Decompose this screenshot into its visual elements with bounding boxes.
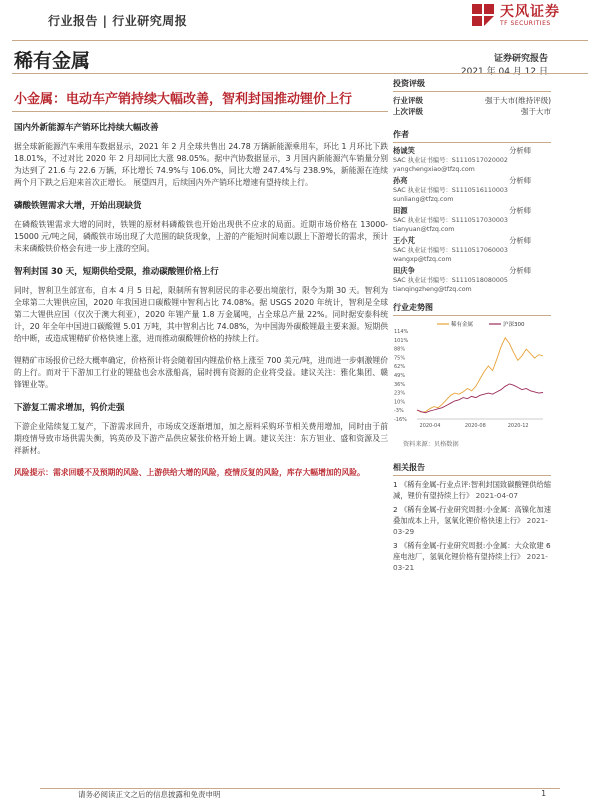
author-role: 分析师 <box>509 236 531 245</box>
y-tick-label: -16% <box>394 417 407 423</box>
section-body: 同时，智利卫生部宣布，自本 4 月 5 日起，限制所有智利居民的非必要出境旅行，限令为期 30 天。智利为全球第二大锂供应国，2020 年我国进口碳酸锂中智利占比 74.08%。据 USGS 2020 年统计，智利是全球第二大锂供应国（仅次于澳大利亚），2020 年锂产量 1.8 万金属吨，占全球总产量 22%。同时据安泰科统计，20 年全年中国进口碳酸锂 5.01 万吨，其中智利占比 74.08%，为中国海外碳酸锂最主要来源。短期供给中断，或造成锂精矿价格快速上涨，进而推动碳酸锂价格的持续上行。 <box>14 286 388 343</box>
series-line <box>417 338 543 412</box>
x-tick-label: 2020-04 <box>419 423 441 429</box>
trend-chart <box>393 319 551 437</box>
footer-disclaimer: 请务必阅读正文之后的信息披露和免责申明 <box>78 790 221 799</box>
related-report-title[interactable]: 3 《稀有金属-行业研究周报:小金属：大众欲建 6 座电池厂，氢氧化锂价格有望持续上行》 <box>393 541 551 561</box>
report-date: 2021 年 04 月 12 日 <box>460 67 548 77</box>
section-body: 锂精矿市场报价已经大概率确定，价格预计将会随着国内锂盐价格上涨至 700 美元/吨，进而进一步刺激锂价的上行。而对于下游加工行业的锂盐也会水涨船高，届时拥有资源的企业将受益。建议关注：雅化集团、赣锋锂业等。 <box>14 356 388 389</box>
headline-divider <box>12 111 388 112</box>
related-title: 相关报告 <box>393 463 425 472</box>
section-title: 磷酸铁锂需求大增，开始出现缺货 <box>14 201 142 211</box>
rating-row <box>393 95 551 106</box>
author-row <box>393 176 551 186</box>
sector-title: 稀有金属 <box>14 50 91 72</box>
author-entry <box>393 176 551 204</box>
prev-rating-value: 强于大市 <box>521 107 551 116</box>
author-email[interactable]: yangchengxiao@tfzq.com <box>393 166 475 173</box>
report-kind: 证券研究报告 <box>493 54 548 64</box>
section-body: 下游企业陆续复工复产，下游需求回升，市场成交逐渐增加，加之原料采购环节相关费用增加，同时由于前期疫情导致市场供需失衡，钨英砂及下游产品供应紧张价格开始上调。建议关注：东方钽业、盛和资源及三祥新材。 <box>14 422 388 455</box>
author-row <box>393 206 551 216</box>
sidebar-divider <box>393 91 551 92</box>
section-title: 国内外新能源车产销环比持续大幅改善 <box>14 123 159 133</box>
related-report-item[interactable] <box>393 479 551 501</box>
y-tick-label: 10% <box>394 399 406 406</box>
rating-value: 强于大市(维持评级) <box>485 96 551 105</box>
main-content <box>14 121 388 479</box>
legend-label: 沪深300 <box>503 322 525 328</box>
author-name: 王小芃 <box>393 236 415 245</box>
trend-chart-svg <box>393 319 551 437</box>
author-row <box>393 146 551 156</box>
author-entry <box>393 206 551 234</box>
section-title: 智利封国 30 天，短期供给受限，推动碳酸锂价格上行 <box>14 267 219 277</box>
y-tick-label: 23% <box>394 390 406 397</box>
header-divider <box>12 40 588 41</box>
author-role: 分析师 <box>509 266 531 275</box>
related-report-item[interactable] <box>393 540 551 573</box>
y-tick-label: -3% <box>394 408 404 415</box>
sidebar-divider <box>393 315 551 316</box>
related-report-date: 2021-04-07 <box>475 491 518 500</box>
report-type: 行业报告 | 行业研究周报 <box>48 14 188 28</box>
related-report-date: 2021-03-21 <box>393 552 548 572</box>
author-email[interactable]: wangxp@tfzq.com <box>393 256 452 263</box>
author-entry <box>393 236 551 264</box>
logo-en-text: TF SECURITIES <box>500 19 551 27</box>
author-entry <box>393 266 551 294</box>
author-entry <box>393 146 551 174</box>
headline: 小金属：电动车产销持续大幅改善，智利封国推动锂价上行 <box>14 92 353 107</box>
prev-rating-label: 上次评级 <box>393 107 423 116</box>
author-name: 孙亮 <box>393 176 408 185</box>
logo-cn-text: 天风证券 <box>500 3 560 20</box>
chart-source: 资料来源：贝格数据 <box>403 441 459 448</box>
y-tick-label: 88% <box>394 346 406 353</box>
y-tick-label: 36% <box>394 381 406 388</box>
author-email[interactable]: tianyuan@tfzq.com <box>393 226 455 233</box>
x-tick-label: 2020-08 <box>464 423 486 429</box>
author-sac: SAC 执业证书编号：S1110518080005 <box>393 277 508 284</box>
author-email[interactable]: sunliang@tfzq.com <box>393 196 454 203</box>
tf-logo-icon <box>470 2 496 28</box>
section-body: 在磷酸铁锂需求大增的同时，铁锂的原材料磷酸铁也开始出现供不应求的局面。近期市场价格在 13000-15000 元/吨之间，磷酸铁市场出现了大范围的缺货现象，上游的产能短时间难以跟上下游增长的需求，预计未来磷酸铁价格会有进一步上涨的空间。 <box>14 220 388 253</box>
author-role: 分析师 <box>509 176 531 185</box>
y-tick-label: 114% <box>394 329 409 335</box>
y-tick-label: 62% <box>394 364 406 371</box>
author-sac: SAC 执业证书编号：S1110517030003 <box>393 217 508 224</box>
author-sac: SAC 执业证书编号：S1110517020002 <box>393 157 508 164</box>
author-sac: SAC 执业证书编号：S1110516110003 <box>393 187 508 194</box>
page-number: 1 <box>541 789 546 798</box>
author-role: 分析师 <box>509 206 531 215</box>
author-name: 杨诚笑 <box>393 146 415 155</box>
legend-label: 稀有金属 <box>451 322 474 328</box>
sidebar <box>393 78 551 576</box>
related-report-date: 2021-03-29 <box>393 516 548 536</box>
authors-title: 作者 <box>393 130 409 139</box>
trend-title: 行业走势图 <box>393 303 433 312</box>
related-report-item[interactable] <box>393 504 551 537</box>
company-logo <box>470 2 560 28</box>
related-report-title[interactable]: 2 《稀有金属-行业研究周报:小金属：高镍化加速叠加成本上升，氢氧化锂价格快速上行》 <box>393 505 551 525</box>
x-tick-label: 2020-12 <box>507 423 529 429</box>
y-tick-label: 101% <box>394 337 409 344</box>
author-email[interactable]: tianqingzheng@tfzq.com <box>393 286 472 293</box>
author-name: 田庆争 <box>393 266 415 275</box>
author-row <box>393 236 551 246</box>
sidebar-divider <box>393 142 551 143</box>
related-report-title[interactable]: 1 《稀有金属-行业点评:智利封国致碳酸锂供给缩减，锂价有望持续上行》 <box>393 480 551 500</box>
author-sac: SAC 执业证书编号：S1110517060003 <box>393 247 508 254</box>
sector-divider <box>12 73 588 74</box>
sidebar-divider <box>393 475 551 476</box>
y-tick-label: 49% <box>394 373 406 379</box>
section-title: 下游复工需求增加，钨价走强 <box>14 403 125 413</box>
section-body: 据全球新能源汽车乘用车数据显示，2021 年 2 月全球共售出 24.78 万辆新能源乘用车，环比 1 月环比下跌 18.01%，不过对比 2020 年 2 月却同比大涨 98.05%。据中汽协数据显示，3 月国内新能源汽车销量分别为达到了 21.6 与 22.6 万辆，环比增长 74.9%与 106.0%，同比大增 247.4%与 238.9%，新能源在连续两个月下跌之后迎来首次正增长。 展望四月，后续国内外产销环比增速有望持续上行。 <box>14 142 388 187</box>
prev-rating-row <box>393 106 551 117</box>
author-row <box>393 266 551 276</box>
author-role: 分析师 <box>509 146 531 155</box>
series-line <box>417 384 543 413</box>
rating-label: 行业评级 <box>393 96 423 105</box>
y-tick-label: 75% <box>394 355 406 362</box>
risk-warning: 风险提示：需求回暖不及预期的风险、上游供给大增的风险，疫情反复的风险，库存大幅增加的风险。 <box>14 468 365 477</box>
author-name: 田源 <box>393 206 408 215</box>
rating-title: 投资评级 <box>393 79 425 88</box>
